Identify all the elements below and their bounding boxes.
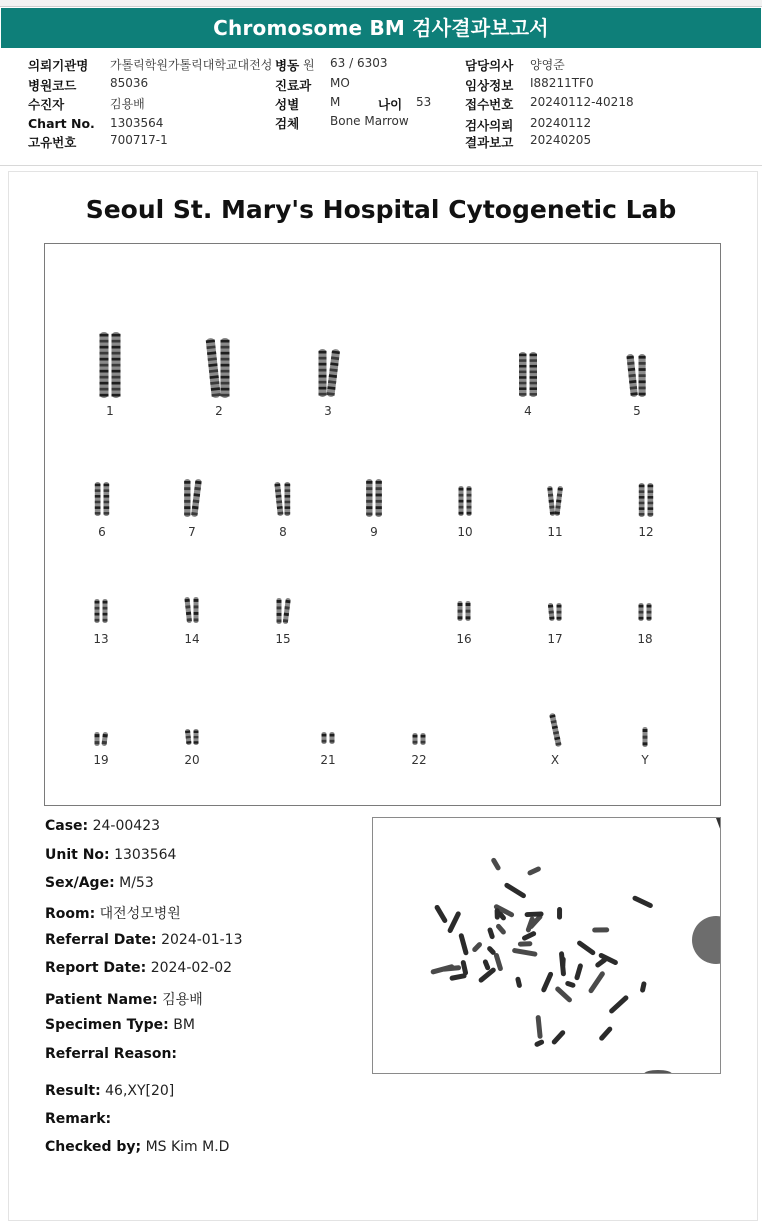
metaphase-chromosome — [471, 941, 483, 953]
sexage-value: M/53 — [119, 875, 154, 891]
chromosome-pair-22 — [399, 731, 439, 747]
chromosome-label-13: 13 — [93, 632, 109, 646]
unique-label: 고유번호 — [28, 135, 77, 150]
doctor-value: 양영준 — [530, 58, 565, 72]
specimen-type-label: Specimen Type: — [45, 1017, 169, 1033]
chromosome-pair-12 — [626, 481, 666, 519]
chromosome-label-17: 17 — [547, 632, 563, 646]
metaphase-chromosome — [565, 980, 577, 988]
chromosome-pair-13 — [81, 597, 121, 625]
chromosome-pair-16 — [444, 599, 484, 623]
receipt-value: 20240112-40218 — [530, 95, 634, 109]
chromosome-label-9: 9 — [370, 525, 378, 539]
clinical-value: I88211TF0 — [530, 76, 594, 90]
metaphase-chromosome — [554, 985, 573, 1003]
metaphase-chromosome — [518, 941, 533, 947]
metaphase-chromosome — [534, 1039, 545, 1048]
ward-label: 병동 — [275, 58, 300, 73]
bottom-fragment — [644, 1070, 672, 1074]
chromosome-label-1: 1 — [106, 404, 114, 418]
chromosome-pair-X — [535, 711, 575, 749]
metaphase-chromosome — [574, 963, 584, 981]
unique-value: 700717-1 — [110, 133, 168, 147]
report-title: Chromosome BM 검사결과보고서 — [213, 16, 549, 40]
metaphase-chromosome — [460, 960, 468, 976]
divider — [0, 165, 762, 166]
chromosome-label-11: 11 — [547, 525, 563, 539]
referral-date-value: 2024-01-13 — [161, 932, 243, 948]
chromosome-label-2: 2 — [215, 404, 223, 418]
chromosome-label-18: 18 — [637, 632, 653, 646]
chromosome-label-3: 3 — [324, 404, 332, 418]
metaphase-chromosome — [430, 964, 455, 975]
chromosome-pair-14 — [172, 595, 212, 625]
patient-name-label: Patient Name: — [45, 992, 158, 1008]
metaphase-chromosome — [482, 959, 491, 971]
institution-label: 의뢰기관명 — [28, 58, 89, 73]
room-value: 63 / 6303 — [330, 56, 388, 70]
chromosome-label-10: 10 — [457, 525, 473, 539]
chromosome-label-8: 8 — [279, 525, 287, 539]
sex-value: M — [330, 95, 341, 109]
metaphase-chromosome — [495, 908, 500, 920]
chromosome-pair-21 — [308, 730, 348, 746]
dept-label: 진료과 — [275, 78, 312, 93]
case-row — [45, 818, 160, 834]
metaphase-image — [372, 817, 721, 1074]
chromosome-label-6: 6 — [98, 525, 106, 539]
chromosome-label-22: 22 — [411, 753, 427, 767]
clinical-label: 임상정보 — [465, 78, 514, 93]
report-title-bar — [1, 8, 761, 48]
sexage-row — [45, 875, 154, 891]
chromosome-pair-1 — [90, 330, 130, 400]
remark-row — [45, 1111, 111, 1127]
chromosome-label-Y: Y — [641, 753, 649, 767]
chromosome-pair-19 — [81, 730, 121, 748]
chromosome-pair-Y — [625, 725, 665, 749]
chromosome-label-14: 14 — [184, 632, 200, 646]
receipt-label: 접수번호 — [465, 97, 514, 112]
chromosome-pair-17 — [535, 601, 575, 623]
age-value: 53 — [416, 95, 432, 109]
unit-value: 1303564 — [114, 847, 177, 863]
metaphase-chromosome — [527, 866, 542, 877]
chromosome-pair-20 — [172, 727, 212, 747]
report-date-label: Report Date: — [45, 960, 147, 976]
result-label: Result: — [45, 1083, 101, 1099]
chromosome-pair-8 — [263, 480, 303, 518]
metaphase-chromosome — [632, 895, 654, 909]
metaphase-chromosome — [434, 904, 449, 924]
chromosome-label-16: 16 — [456, 632, 472, 646]
report-value: 20240205 — [530, 133, 592, 147]
room-row — [45, 903, 181, 923]
chromosome-pair-15 — [263, 596, 303, 626]
hospital-code-value: 85036 — [110, 76, 149, 90]
result-value: 46,XY[20] — [105, 1083, 175, 1099]
metaphase-chromosome — [447, 911, 462, 934]
doctor-label: 담당의사 — [465, 58, 514, 73]
metaphase-chromosome — [512, 948, 538, 957]
chromosome-label-19: 19 — [93, 753, 109, 767]
age-label: 나이 — [378, 97, 403, 112]
referral-date-row — [45, 932, 242, 948]
sexage-label: Sex/Age: — [45, 875, 115, 891]
referral-date-label: Referral Date: — [45, 932, 157, 948]
metaphase-chromosome — [551, 1029, 567, 1045]
checked-value: MS Kim M.D — [145, 1139, 230, 1155]
chromosome-pair-4 — [508, 350, 548, 399]
chromosome-label-7: 7 — [188, 525, 196, 539]
top-border — [0, 0, 762, 7]
chromosome-label-20: 20 — [184, 753, 200, 767]
referral-reason-label: Referral Reason: — [45, 1046, 178, 1062]
result-row — [45, 1083, 174, 1099]
chromosome-pair-7 — [172, 477, 212, 519]
chromosome-pair-18 — [625, 601, 665, 623]
chromosome-label-5: 5 — [633, 404, 641, 418]
patient-label: 수진자 — [28, 97, 65, 112]
chromosome-pair-6 — [82, 480, 122, 518]
specimen-type-row — [45, 1017, 195, 1033]
checked-row — [45, 1139, 229, 1155]
chromosome-pair-5 — [617, 352, 657, 399]
chromosome-label-12: 12 — [638, 525, 654, 539]
chart-label: Chart No. — [28, 116, 95, 131]
metaphase-chromosome — [608, 994, 629, 1014]
case-value: 24-00423 — [92, 818, 161, 834]
unit-row — [45, 847, 176, 863]
patient-name-row — [45, 989, 203, 1009]
ward-value: 원 — [303, 58, 315, 72]
nucleus — [692, 916, 721, 964]
metaphase-chromosome — [525, 911, 544, 917]
chromosome-label-4: 4 — [524, 404, 532, 418]
specimen-label: 검체 — [275, 116, 300, 131]
metaphase-chromosome — [515, 976, 522, 988]
specimen-type-value: BM — [173, 1017, 195, 1033]
chromosome-pair-10 — [445, 484, 485, 518]
chromosome-pair-11 — [535, 484, 575, 518]
chromosome-pair-3 — [308, 347, 348, 399]
request-value: 20240112 — [530, 116, 592, 130]
referral-reason-row — [45, 1046, 177, 1062]
metaphase-chromosome — [560, 957, 566, 969]
room-label: Room: — [45, 906, 96, 922]
checked-label: Checked by; — [45, 1139, 142, 1155]
chromosome-pair-9 — [354, 477, 394, 519]
hospital-code-label: 병원코드 — [28, 78, 77, 93]
report-label: 결과보고 — [465, 135, 514, 150]
metaphase-chromosome — [503, 882, 526, 899]
report-date-row — [45, 960, 232, 976]
dept-value: MO — [330, 76, 350, 90]
report-date-value: 2024-02-02 — [150, 960, 233, 976]
corner-mark — [716, 818, 721, 834]
chart-value: 1303564 — [110, 116, 164, 130]
request-label: 검사의뢰 — [465, 118, 514, 133]
metaphase-chromosome — [576, 940, 596, 956]
karyotype-image — [44, 243, 721, 806]
case-label: Case: — [45, 818, 89, 834]
metaphase-chromosome — [557, 907, 562, 920]
specimen-value: Bone Marrow — [330, 114, 409, 128]
sex-label: 성별 — [275, 97, 300, 112]
metaphase-chromosome — [640, 981, 647, 993]
metaphase-chromosome — [540, 971, 553, 993]
chromosome-label-15: 15 — [275, 632, 291, 646]
metaphase-chromosome — [495, 923, 507, 936]
remark-label: Remark: — [45, 1111, 112, 1127]
patient-name-value: 김용배 — [162, 992, 203, 1008]
metaphase-chromosome — [490, 857, 501, 871]
unit-label: Unit No: — [45, 847, 110, 863]
institution-value: 가톨릭학원가톨릭대학교대전성 — [110, 58, 273, 72]
metaphase-chromosome — [592, 927, 609, 932]
metaphase-chromosome — [598, 1026, 613, 1042]
metaphase-chromosome — [458, 933, 469, 956]
patient-value: 김용배 — [110, 97, 145, 111]
metaphase-chromosome — [588, 970, 606, 994]
metaphase-chromosome — [487, 927, 495, 940]
room-value: 대전성모병원 — [99, 906, 181, 922]
chromosome-label-X: X — [550, 753, 560, 767]
lab-title: Seoul St. Mary's Hospital Cytogenetic Lab — [85, 195, 677, 224]
chromosome-label-21: 21 — [320, 753, 336, 767]
patient-info-panel — [0, 52, 762, 164]
chromosome-pair-2 — [199, 336, 239, 400]
metaphase-chromosome — [535, 1015, 542, 1039]
metaphase-spread — [373, 818, 721, 1074]
